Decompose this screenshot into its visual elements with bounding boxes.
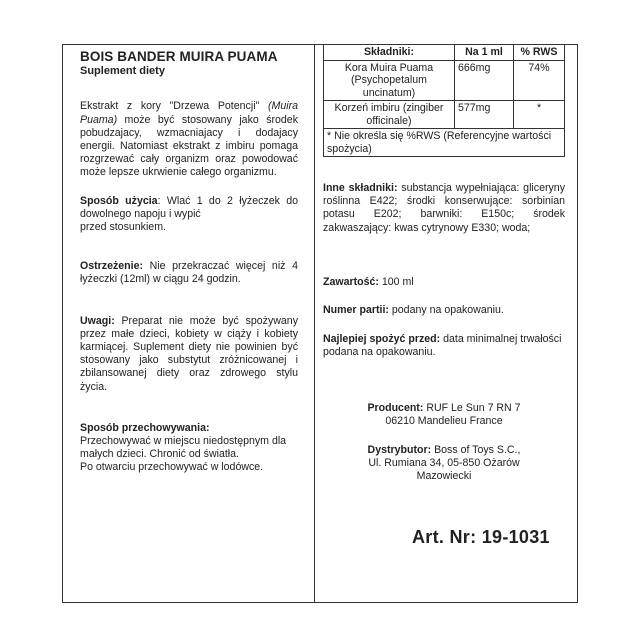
warning-label: Ostrzeżenie: [80,260,143,273]
storage-label: Sposób przechowywania: [80,421,210,434]
content-line [323,276,565,289]
storage-line1: Przechowywać w miejscu niedostępnym dla małych dzieci. Chronić od światła. [80,435,287,461]
best-before-label: Najlepiej spożyć przed: [323,333,441,345]
ingredient-name: Kora Muira Puama (Psychopetalum uncinatum) [324,60,455,101]
left-column [80,50,298,475]
batch-value: podany na opakowaniu. [391,304,504,316]
table-footnote-row [324,129,565,157]
usage-label: Sposób użycia [80,194,158,207]
ingredients-header-name: Składniki: [324,45,455,61]
product-title: BOIS BANDER MUIRA PUAMA [80,49,278,64]
table-row [324,60,565,101]
storage-line2: Po otwarciu przechowywać w lodówce. [80,461,264,474]
article-number: Art. Nr: 19-1031 [412,527,550,547]
warning-section [80,260,298,286]
table-row [324,101,565,129]
usage-section [80,195,298,235]
producer-label: Producent: [367,402,424,414]
producer-line2: 06210 Mandelieu France [385,415,503,428]
ingredient-name: Korzeń imbiru (zingiber officinale) [324,101,455,129]
batch-line [323,304,565,317]
column-divider [314,44,315,603]
distributor-line2: Ul. Rumiana 34, 05-850 Ożarów [368,457,520,470]
other-ingredients [323,182,565,235]
producer-line1: RUF Le Sun 7 RN 7 [426,402,521,414]
product-subtitle: Suplement diety [80,65,165,78]
best-before-value: data minimalnej trwałości podana na opakowaniu. [323,333,562,359]
ingredient-amount: 577mg [455,101,514,129]
other-ingredients-label: Inne składniki: [323,182,398,194]
producer-block [323,402,565,428]
other-ingredients-text: substancja wypełniająca: gliceryny roślinna E422; środki konserwujące: sorbinian potasu E202; barwniki: E150c; środek zakwaszający: kwas cytrynowy E330; woda; [323,182,565,234]
ingredient-amount: 666mg [455,60,514,101]
distributor-line3: Mazowiecki [416,470,472,483]
notes-text: Preparat nie może być spożywany przez małe dzieci, kobiety w ciąży i kobiety karmiącej. Suplement diety nie powinien być stosowany jako substytut zróżnicowanej i zbilansowanej diety oraz zdrowego stylu życia. [80,314,298,393]
ingredient-rws: 74% [514,60,565,101]
notes-section [80,315,298,394]
intro-text-a: Ekstrakt z kory "Drzewa Potencji" [80,100,260,113]
distributor-line1: Boss of Toys S.C., [434,444,521,456]
distributor-block [323,444,565,484]
ingredient-rws: * [514,101,565,129]
ingredients-header-row [324,45,565,61]
ingredients-header-amount: Na 1 ml [455,45,514,61]
notes-label: Uwagi: [80,314,115,327]
intro-text-b: może być stosowany jako środek pobudzajacy, wzmacniajacy i dodajacy energii. Natomiast ekstrakt z imbiru pomaga rozgrzewać cały organizm oraz powodować może lepsze ukrwienie całego organizmu. [80,113,298,179]
storage-section [80,422,298,475]
best-before-line [323,333,565,359]
ingredients-header-rws: % RWS [514,45,565,61]
usage-text2: przed stosunkiem. [80,221,166,234]
usage-text: : Wlać 1 do 2 łyżeczek do dowolnego napoju i wypić [80,194,298,220]
ingredients-table [323,44,565,157]
distributor-label: Dystrybutor: [367,444,432,456]
warning-text: Nie przekraczać więcej niż 4 łyżeczki (12ml) w ciągu 24 godzin. [80,260,298,286]
batch-label: Numer partii: [323,304,389,316]
intro-paragraph [80,100,298,179]
content-value: 100 ml [381,276,414,288]
content-label: Zawartość: [323,276,379,288]
intro-text-italic: (Muira Puama) [80,100,298,126]
ingredients-footnote: * Nie określa się %RWS (Referencyjne wartości spożycia) [324,129,565,157]
